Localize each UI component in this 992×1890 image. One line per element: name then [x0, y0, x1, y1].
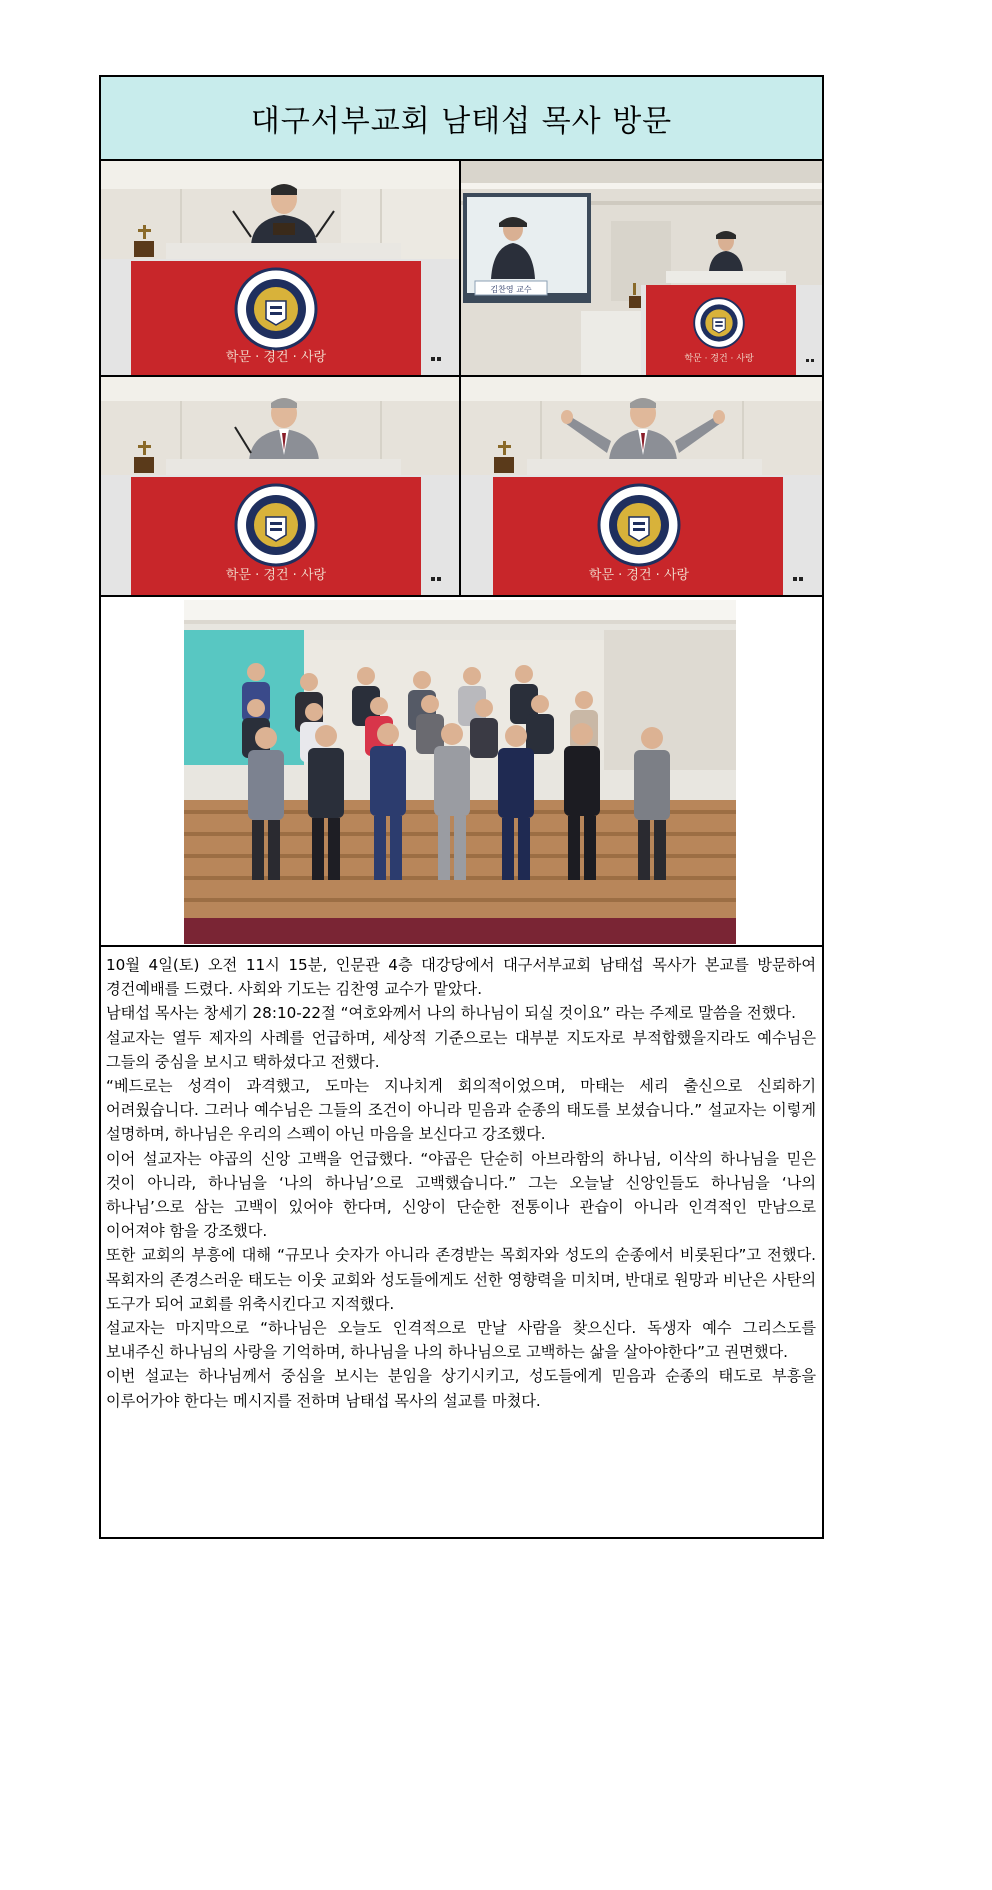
title-bar [101, 77, 822, 161]
article-paragraph: 이어 설교자는 야곱의 신앙 고백을 언급했다. “야곱은 단순히 아브라함의 하나님, 이삭의 하나님을 믿은 것이 아니라, 하나님을 ‘나의 하나님’으로 고백했습니다.” 그는 오늘날 신앙인들도 하나님을 ‘나의 하나님’으로 삼는 고백이 있어야 한다며, 신앙이 단순한 전통이나 관습이 아니라 인격적인 만남으로 이어져야 함을 강조했다. [106, 1149, 816, 1241]
photo-podium-wide [461, 161, 822, 377]
photo-podium-reading [101, 161, 461, 377]
article-paragraph: 10월 4일(토) 오전 11시 15분, 인문관 4층 대강당에서 대구서부교회 남태섭 목사가 본교를 방문하여 경건예배를 드렸다. 사회와 기도는 김찬영 교수가 맡았다. [106, 956, 816, 999]
page-title: 대구서부교회 남태섭 목사 방문 [250, 104, 673, 139]
photo-grid [101, 161, 822, 595]
article-paragraph: 또한 교회의 부흥에 대해 “규모나 숫자가 아니라 존경받는 목회자와 성도의 순종에서 비롯된다”고 전했다. 목회자의 존경스러운 태도는 이웃 교회와 성도들에게도 선한 영향력을 미치며, 반대로 원망과 비난은 사탄의 도구가 되어 교회를 위축시킨다고 지적했다. [106, 1246, 816, 1313]
article-body [106, 953, 816, 1413]
podium-motto-4: 학문 · 경건 · 사랑 [588, 568, 690, 583]
podium-motto-3: 학문 · 경건 · 사랑 [225, 568, 327, 583]
article-frame [99, 75, 824, 1539]
article-paragraph: 이번 설교는 하나님께서 중심을 보시는 분임을 상기시키고, 성도들에게 믿음과 순종의 태도로 부흥을 이루어가야 한다는 메시지를 전하며 남태섭 목사의 설교를 마쳤다. [106, 1367, 816, 1410]
photo-podium-speaking [101, 377, 461, 595]
article-paragraph: 설교자는 마지막으로 “하나님은 오늘도 인격적으로 만날 사람을 찾으신다. 독생자 예수 그리스도를 보내주신 하나님의 사랑을 기억하며, 하나님을 나의 하나님으로 고백하는 삶을 살아야한다”고 권면했다. [106, 1319, 816, 1362]
article-paragraph: 설교자는 열두 제자의 사례를 언급하며, 세상적 기준으로는 대부분 지도자로 부적합했을지라도 예수님은 그들의 중심을 보시고 택하셨다고 전했다. [106, 1028, 816, 1071]
photo-podium-benediction [461, 377, 822, 595]
article-paragraph: 남태섭 목사는 창세기 28:10-22절 “여호와께서 나의 하나님이 되실 것이요” 라는 주제로 말씀을 전했다. [106, 1004, 796, 1023]
podium-motto: 학문 · 경건 · 사랑 [225, 350, 327, 365]
article-paragraph: “베드로는 성격이 과격했고, 도마는 지나치게 회의적이었으며, 마태는 세리 출신으로 신뢰하기 어려웠습니다. 그러나 예수님은 그들의 조건이 아니라 믿음과 순종의 태도를 보셨습니다.” 설교자는 이렇게 설명하며, 하나님은 우리의 스펙이 아닌 마음을 보신다고 강조했다. [106, 1077, 816, 1144]
group-photo [184, 600, 736, 944]
screen-caption: 김찬영 교수 [490, 285, 532, 294]
podium-motto-2: 학문 · 경건 · 사랑 [684, 354, 754, 364]
group-photo-area [101, 595, 822, 947]
